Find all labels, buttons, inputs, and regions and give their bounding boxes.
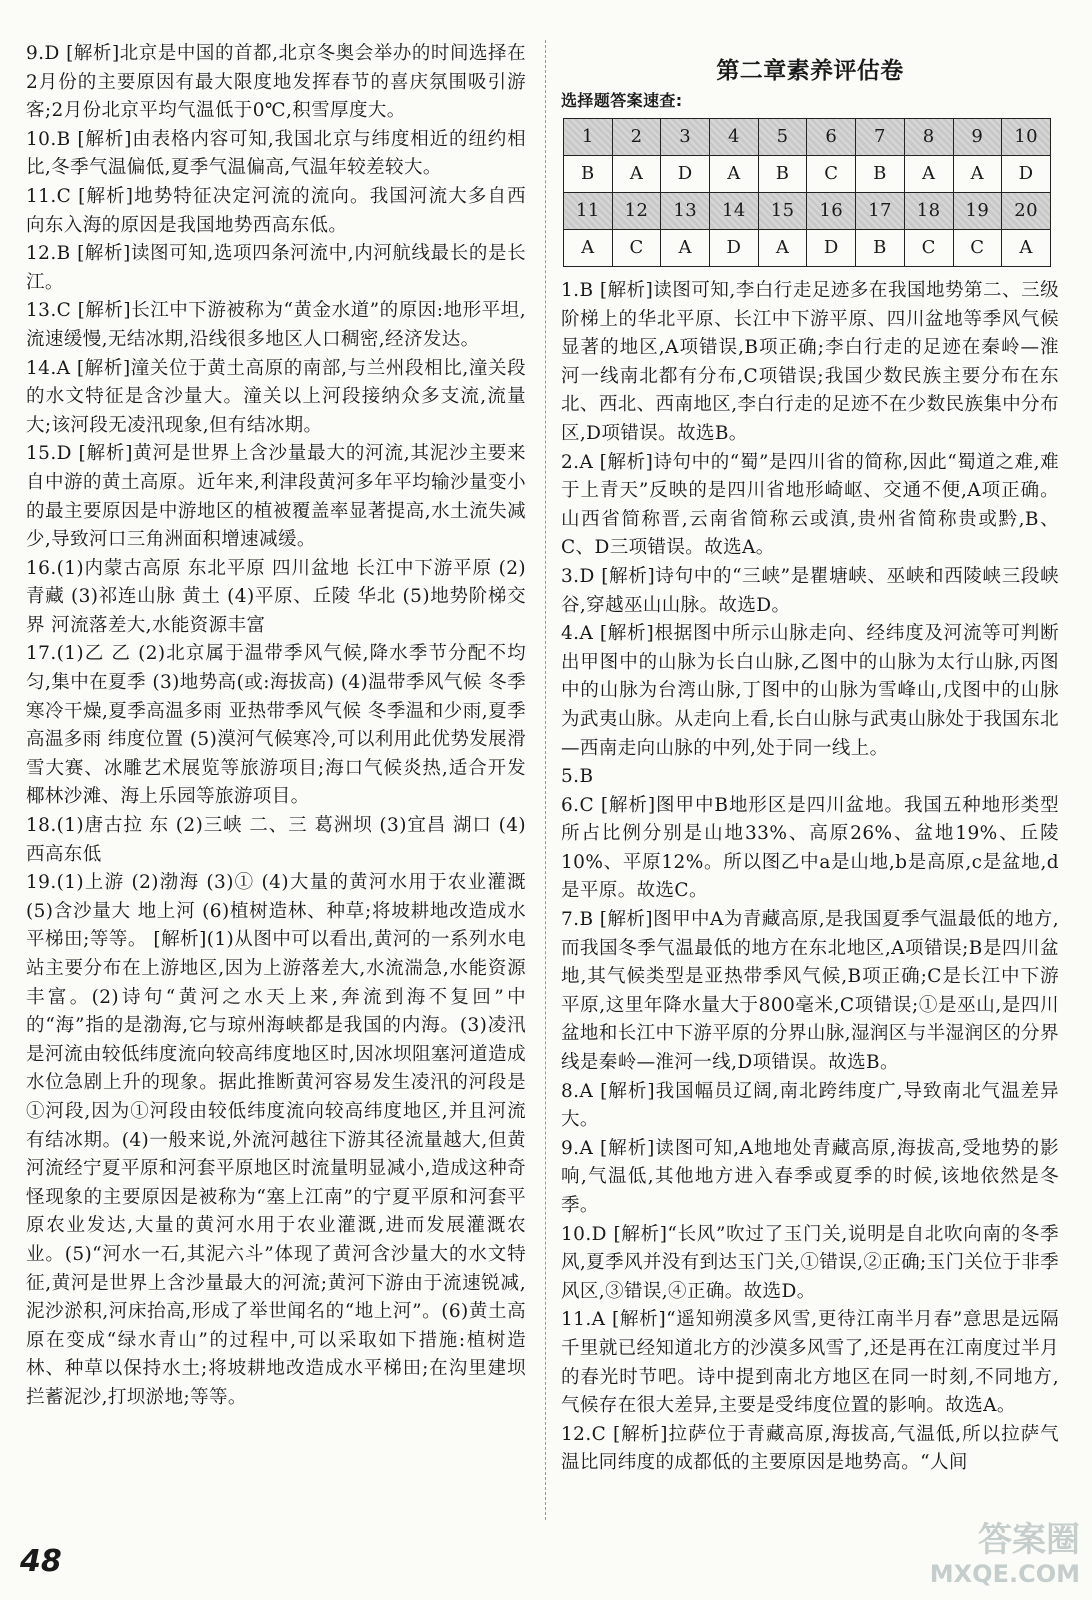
answer-letter: D bbox=[807, 230, 856, 267]
question-number: 7 bbox=[856, 119, 905, 156]
answer-letter: A bbox=[710, 156, 759, 193]
answer-letter: A bbox=[953, 156, 1002, 193]
answer-item-r9: 9.A [解析]读图可知,A地地处青藏高原,海拔高,受地势的影响,气温低,其他地方进入春季或夏季的时候,该地依然是冬季。 bbox=[561, 1137, 1059, 1216]
watermark-logo: 答案圈 bbox=[978, 1520, 1080, 1560]
answer-item-r4: 4.A [解析]根据图中所示山脉走向、经纬度及河流等可判断出甲图中的山脉为长白山脉,乙图中的山脉为太行山脉,丙图中的山脉为台湾山脉,丁图中的山脉为雪峰山,戊图中的山脉为武夷山脉。从走向上看,长白山脉与武夷山脉处于我国东北—西南走向山脉的中列,处于同一线上。 bbox=[561, 623, 1059, 759]
question-number: 17 bbox=[856, 193, 905, 230]
question-number: 8 bbox=[904, 119, 953, 156]
question-number: 18 bbox=[904, 193, 953, 230]
watermark bbox=[880, 1520, 1080, 1596]
answer-item-r6: 6.C [解析]图甲中B地形区是四川盆地。我国五种地形类型所占比例分别是山地33%、高原26%、盆地19%、丘陵10%、平原12%。所以图乙中a是山地,b是高原,c是盆地,d是平原。故选C。 bbox=[561, 794, 1059, 902]
answer-letter: B bbox=[856, 230, 905, 267]
answer-item-12: 12.B [解析]读图可知,选项四条河流中,内河航线最长的是长江。 bbox=[26, 243, 526, 293]
column-divider bbox=[545, 40, 546, 1520]
question-number: 14 bbox=[710, 193, 759, 230]
question-number: 13 bbox=[661, 193, 710, 230]
answer-item-r10: 10.D [解析]“长风”吹过了玉门关,说明是自北吹向南的冬季风,夏季风并没有到达玉门关,①错误,②正确;玉门关位于非季风区,③错误,④正确。故选D。 bbox=[561, 1223, 1059, 1302]
answer-letter: A bbox=[758, 230, 807, 267]
answer-item-11: 11.C [解析]地势特征决定河流的流向。我国河流大多自西向东入海的原因是我国地势西高东低。 bbox=[26, 185, 526, 236]
answer-item-18: 18.(1)唐古拉 东 (2)三峡 二、三 葛洲坝 (3)宜昌 湖口 (4)西高东低 bbox=[26, 815, 526, 865]
answer-item-15: 15.D [解析]黄河是世界上含沙量最大的河流,其泥沙主要来自中游的黄土高原。近年来,利津段黄河多年平均输沙量变小的最主要原因是中游地区的植被覆盖率显著提高,水土流失减少,导致河口三角洲面积增速减缓。 bbox=[26, 443, 526, 551]
answer-letter: A bbox=[612, 156, 661, 193]
answer-letter: B bbox=[856, 156, 905, 193]
question-number: 10 bbox=[1002, 119, 1051, 156]
section-title: 第二章素养评估卷 bbox=[716, 58, 904, 84]
answer-table-title: 选择题答案速查: bbox=[561, 91, 683, 110]
answer-item-r11: 11.A [解析]“遥知朔漠多风雪,更待江南半月春”意思是远隔千里就已经知道北方的沙漠多风雪了,还是再在江南度过半月的春光时节吧。诗中提到南北方地区在同一时刻,不同地方,气候存在很大差异,主要是受纬度位置的影响。故选A。 bbox=[561, 1309, 1059, 1417]
answer-letter: B bbox=[758, 156, 807, 193]
answer-item-13: 13.C [解析]长江中下游被称为“黄金水道”的原因:地形平坦,流速缓慢,无结冰期,沿线很多地区人口稠密,经济发达。 bbox=[26, 300, 526, 350]
answer-letter: A bbox=[661, 230, 710, 267]
answer-letter: C bbox=[612, 230, 661, 267]
answer-letter: D bbox=[661, 156, 710, 193]
answer-item-r1: 1.B [解析]读图可知,李白行走足迹多在我国地势第二、三级阶梯上的华北平原、长江中下游平原、四川盆地等季风气候显著的地区,A项错误,B项正确;李白行走的足迹在秦岭—淮河一线南北都有分布,C项错误;我国少数民族主要分布在东北、西北、西南地区,李白行走的足迹不在少数民族集中分布区,D项错误。故选B。 bbox=[561, 280, 1059, 444]
answer-letter: C bbox=[953, 230, 1002, 267]
left-column bbox=[26, 40, 526, 1413]
answer-item-10: 10.B [解析]由表格内容可知,我国北京与纬度相近的纽约相比,冬季气温偏低,夏季气温偏高,气温年较差较大。 bbox=[26, 128, 526, 179]
answer-table bbox=[563, 118, 1051, 267]
answer-table-number-row-1 bbox=[564, 119, 1051, 156]
answer-item-17: 17.(1)乙 乙 (2)北京属于温带季风气候,降水季节分配不均匀,集中在夏季 (3)地势高(或:海拔高) (4)温带季风气候 冬季寒冷干燥,夏季高温多雨 亚热带季风气候 冬季温和少雨,夏季高温多雨 纬度位置 (5)漠河气候寒冷,可以利用此优势发展滑雪大赛、冰雕艺术展览等旅游项目;海口气候炎热,适合开发椰林沙滩、海上乐园等旅游项目。 bbox=[26, 643, 526, 808]
question-number: 11 bbox=[564, 193, 613, 230]
watermark-url: MXQE.COM bbox=[929, 1560, 1080, 1588]
answer-item-r2: 2.A [解析]诗句中的“蜀”是四川省的简称,因此“蜀道之难,难于上青天”反映的是四川省地形崎岖、交通不便,A项正确。山西省简称晋,云南省简称云或滇,贵州省简称贵或黔,B、C、D三项错误。故选A。 bbox=[561, 451, 1059, 559]
answer-letter: A bbox=[1002, 230, 1051, 267]
answer-letter: C bbox=[807, 156, 856, 193]
answer-item-r5: 5.B bbox=[561, 766, 594, 788]
answer-table-number-row-2 bbox=[564, 193, 1051, 230]
question-number: 19 bbox=[953, 193, 1002, 230]
answer-letter: B bbox=[564, 156, 613, 193]
answer-item-14: 14.A [解析]潼关位于黄土高原的南部,与兰州段相比,潼关段的水文特征是含沙量大。潼关以上河段接纳众多支流,流量大;该河段无凌汛现象,但有结冰期。 bbox=[26, 357, 526, 436]
answer-item-r3: 3.D [解析]诗句中的“三峡”是瞿塘峡、巫峡和西陵峡三段峡谷,穿越巫山山脉。故选D。 bbox=[561, 565, 1059, 616]
question-number: 9 bbox=[953, 119, 1002, 156]
answer-table-answer-row-2 bbox=[564, 230, 1051, 267]
question-number: 2 bbox=[612, 119, 661, 156]
question-number: 16 bbox=[807, 193, 856, 230]
question-number: 6 bbox=[807, 119, 856, 156]
question-number: 20 bbox=[1002, 193, 1051, 230]
answer-item-16: 16.(1)内蒙古高原 东北平原 四川盆地 长江中下游平原 (2)青藏 (3)祁连山脉 黄土 (4)平原、丘陵 华北 (5)地势阶梯交界 河流落差大,水能资源丰富 bbox=[26, 557, 526, 636]
answer-table-answer-row-1 bbox=[564, 156, 1051, 193]
answer-item-9: 9.D [解析]北京是中国的首都,北京冬奥会举办的时间选择在2月份的主要原因有最大限度地发挥春节的喜庆氛围吸引游客;2月份北京平均气温低于0℃,积雪厚度大。 bbox=[26, 43, 526, 122]
answer-item-r8: 8.A [解析]我国幅员辽阔,南北跨纬度广,导致南北气温差异大。 bbox=[561, 1080, 1059, 1131]
answer-letter: C bbox=[904, 230, 953, 267]
answer-item-r7: 7.B [解析]图甲中A为青藏高原,是我国夏季气温最低的地方,而我国冬季气温最低的地方在东北地区,A项错误;B是四川盆地,其气候类型是亚热带季风气候,B项正确;C是长江中下游平原,这里年降水量大于800毫米,C项错误;①是巫山,是四川盆地和长江中下游平原的分界山脉,湿润区与半湿润区的分界线是秦岭—淮河一线,D项错误。故选B。 bbox=[561, 909, 1059, 1074]
answer-item-19: 19.(1)上游 (2)渤海 (3)① (4)大量的黄河水用于农业灌溉 (5)含沙量大 地上河 (6)植树造林、种草;将坡耕地改造成水平梯田;等等。 [解析](1)从图中可以看出,黄河的一系列水电站主要分布在上游地区,因为上游落差大,水流湍急,水能资源丰富。(2)诗句“黄河之水天上来,奔流到海不复回”中的“海”指的是渤海,它与琼州海峡都是我国的内海。(3)凌汛是河流由较低纬度流向较高纬度地区时,因冰坝阻塞河道造成水位急剧上升的现象。据此推断黄河容易发生凌汛的河段是①河段,因为①河段由较低纬度流向较高纬度地区,并且河流有结冰期。(4)一般来说,外流河越往下游其径流量越大,但黄河流经宁夏平原和河套平原地区时流量明显减小,造成这种奇怪现象的主要原因是被称为“塞上江南”的宁夏平原和河套平原农业发达,大量的黄河水用于农业灌溉,进而发展灌溉农业。(5)“河水一石,其泥六斗”体现了黄河含沙量大的水文特征,黄河是世界上含沙量最大的河流;黄河下游由于流速锐减,泥沙淤积,河床抬高,形成了举世闻名的“地上河”。(6)黄土高原在变成“绿水青山”的过程中,可以采取如下措施:植树造林、种草以保持水土;将坡耕地改造成水平梯田;在沟里建坝拦蓄泥沙,打坝淤地;等等。 bbox=[26, 872, 526, 1408]
question-number: 4 bbox=[710, 119, 759, 156]
question-number: 1 bbox=[564, 119, 613, 156]
answer-letter: D bbox=[1002, 156, 1051, 193]
answer-letter: A bbox=[564, 230, 613, 267]
answer-letter: D bbox=[710, 230, 759, 267]
question-number: 5 bbox=[758, 119, 807, 156]
right-column bbox=[561, 40, 1059, 1478]
answer-letter: A bbox=[904, 156, 953, 193]
question-number: 3 bbox=[661, 119, 710, 156]
page-number: 48 bbox=[20, 1544, 62, 1579]
question-number: 15 bbox=[758, 193, 807, 230]
question-number: 12 bbox=[612, 193, 661, 230]
answer-item-r12: 12.C [解析]拉萨位于青藏高原,海拔高,气温低,所以拉萨气温比同纬度的成都低的主要原因是地势高。“人间 bbox=[561, 1423, 1059, 1474]
